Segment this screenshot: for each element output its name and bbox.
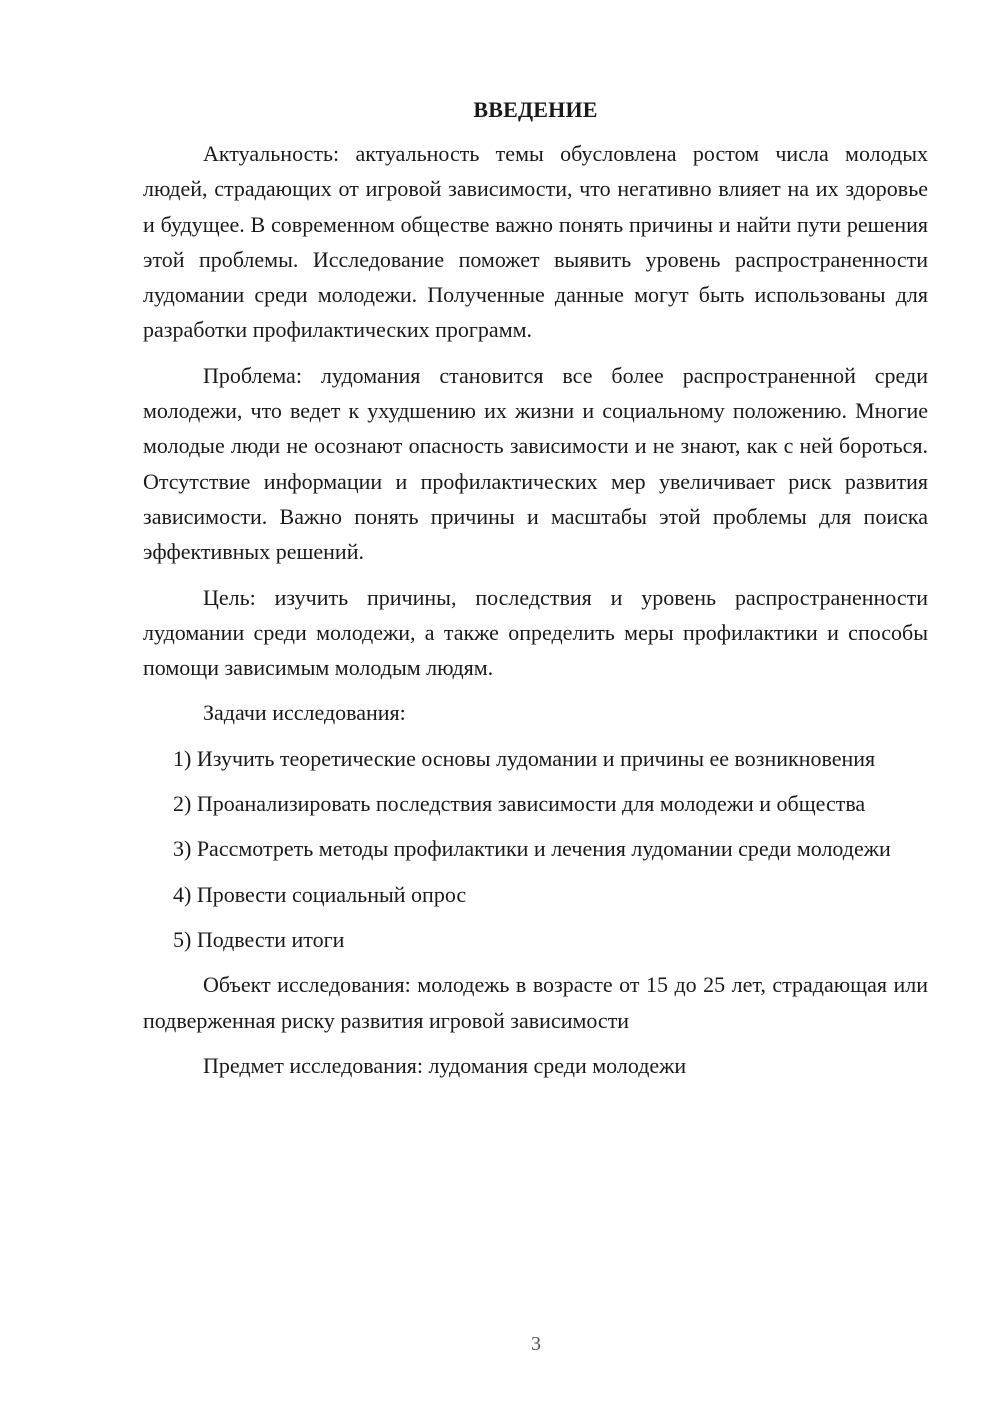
paragraph-goal: Цель: изучить причины, последствия и уровень распространенности лудомании среди молодежи, а также определить меры профилактики и способы помощи зависимым молодым людям. [143, 584, 928, 681]
paragraph-subject: Предмет исследования: лудомания среди молодежи [203, 1052, 687, 1078]
task-item: 5) Подвести итоги [173, 926, 345, 952]
task-item: 3) Рассмотреть методы профилактики и лечения лудомании среди молодежи [173, 836, 891, 862]
paragraph-relevance: Актуальность: актуальность темы обусловлена ростом числа молодых людей, страдающих от игровой зависимости, что негативно влияет на их здоровье и будущее. В современном обществе важно понять причины и найти пути решения этой проблемы. Исследование поможет выявить уровень распространенности лудомании среди молодежи. Полученные данные могут быть использованы для разработки профилактических программ. [143, 141, 928, 343]
page-number: 3 [531, 1333, 541, 1355]
task-item: 4) Провести социальный опрос [173, 881, 467, 907]
page-body [143, 95, 928, 1083]
task-item: 1) Изучить теоретические основы лудомании и причины ее возникновения [173, 745, 876, 771]
paragraph-problem: Проблема: лудомания становится все более распространенной среди молодежи, что ведет к ухудшению их жизни и социальному положению. Многие молодые люди не осознают опасность зависимости и не знают, как с ней бороться. Отсутствие информации и профилактических мер увеличивает риск развития зависимости. Важно понять причины и масштабы этой проблемы для поиска эффективных решений. [143, 362, 928, 565]
task-item: 2) Проанализировать последствия зависимости для молодежи и общества [173, 791, 866, 817]
page-title: ВВЕДЕНИЕ [473, 97, 598, 122]
paragraph-object: Объект исследования: молодежь в возрасте от 15 до 25 лет, страдающая или подверженная риску развития игровой зависимости [143, 972, 928, 1033]
tasks-heading: Задачи исследования: [203, 700, 406, 726]
